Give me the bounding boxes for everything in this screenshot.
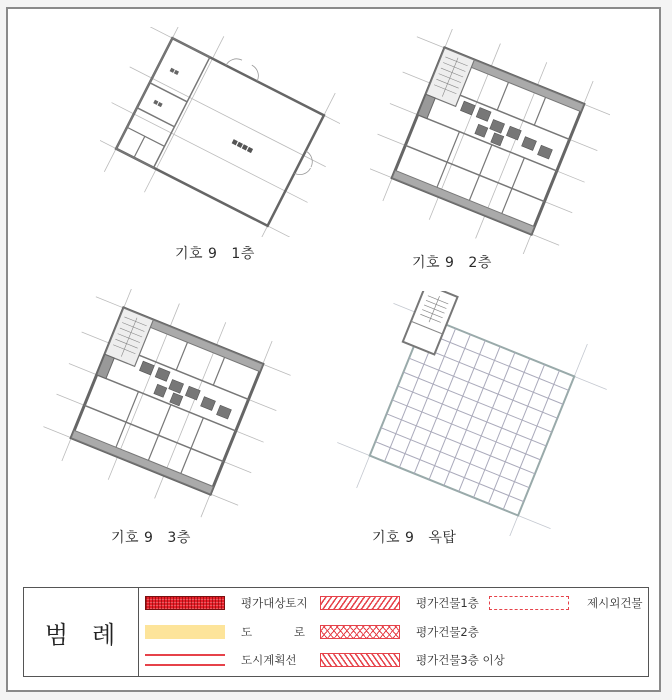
floor-plan-3f — [42, 289, 292, 519]
caption-1f: 기호 9 1층 — [175, 246, 255, 262]
svg-text:■■■■: ■■■■ — [230, 137, 255, 155]
floor-plan-2f — [370, 29, 610, 254]
legend-item-building-2f: 평가건물2층 — [320, 624, 479, 640]
excluded-building-swatch — [489, 596, 569, 610]
road-swatch — [145, 625, 225, 639]
floor-plan-2f-drawing — [370, 29, 610, 254]
caption-roof: 기호 9 옥탑 — [372, 530, 457, 546]
floor-plan-3f-drawing — [42, 289, 292, 519]
legend-title: 범 례 — [24, 588, 139, 676]
floor-plan-1f — [100, 27, 340, 237]
legend-item-building-3f-plus: 평가건물3층 이상 — [320, 652, 505, 668]
floor-plan-roof — [332, 291, 612, 536]
building-2f-swatch — [320, 625, 400, 639]
building-3f-plus-swatch — [320, 653, 400, 667]
caption-3f: 기호 9 3층 — [111, 530, 191, 546]
legend-item-road: 도 로 — [145, 624, 305, 640]
caption-2f: 기호 9 2층 — [412, 255, 492, 271]
floor-plan-1f-drawing — [100, 27, 340, 237]
legend-item-excluded-building: 제시외건물 — [489, 595, 643, 611]
legend-box — [23, 587, 649, 677]
floor-plan-roof-drawing — [332, 291, 612, 536]
document-page — [6, 7, 661, 692]
city-plan-line-swatch — [145, 653, 225, 667]
legend-item-building-1f: 평가건물1층 — [320, 595, 479, 611]
legend-item-evaluation-land: 평가대상토지 — [145, 595, 308, 611]
evaluation-land-swatch — [145, 596, 225, 610]
legend-item-city-plan-line: 도시계획선 — [145, 652, 297, 668]
svg-text:■■: ■■ — [168, 66, 180, 77]
svg-text:■■: ■■ — [152, 98, 164, 109]
building-1f-swatch — [320, 596, 400, 610]
